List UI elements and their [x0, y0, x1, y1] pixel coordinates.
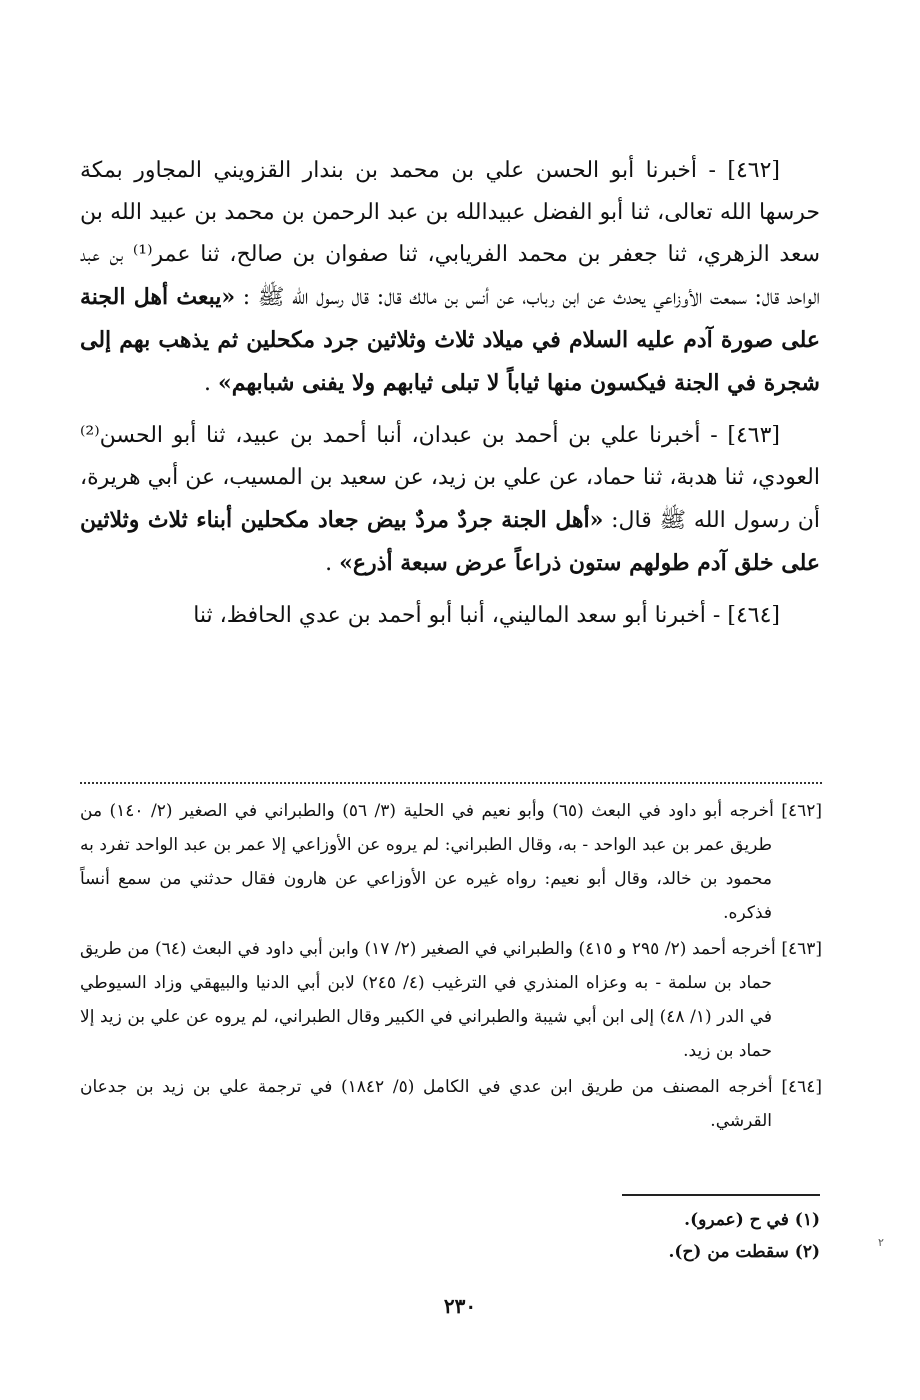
isnad-text: - أخبرنا علي بن أحمد بن عبدان، أنبا أحمد بن عبيد، ثنا أبو الحسن⁽²⁾ العودي، ثنا هدبة، ثنا حماد، عن علي بن زيد، عن سعيد بن المسيب، عن أبي هريرة، أن رسول الله ﷺ قال:: [80, 423, 821, 533]
hadith-464: [80, 595, 820, 637]
footnote-464: [80, 1070, 822, 1138]
isnad-text: - أخبرنا أبو سعد الماليني، أنبا أبو أحمد بن عدي الحافظ، ثنا: [193, 603, 721, 628]
footnote-ref: [٤٦٣]: [781, 939, 822, 959]
note-1: (١) في ح (عمرو).: [684, 1210, 820, 1230]
footnote-ref: [٤٦٤]: [781, 1077, 822, 1097]
hadith-number: [٤٦٣]: [727, 423, 780, 448]
margin-mark: ٢: [878, 1236, 884, 1249]
manuscript-notes: [480, 1204, 820, 1268]
footnote-ref: [٤٦٢]: [781, 801, 822, 821]
footnote-462: [80, 794, 822, 930]
dotted-divider: [80, 782, 822, 784]
footnote-text: أخرجه أحمد (٢/ ٢٩٥ و ٤١٥) والطبراني في الصغير (٢/ ١٧) وابن أبي داود في البعث (٦٤) من طريق حماد بن سلمة - به وعزاه المنذري في الترغيب (٤/ ٢٤٥) لابن أبي الدنيا والبيهقي وزاد السيوطي في الدر (١/ ٤٨) إلى ابن أبي شيبة والطبراني في الكبير وقال الطبراني، لم يروه عن علي بن زيد إلا حماد بن زيد.: [80, 939, 776, 1061]
hadith-matn: «يبعث أهل الجنة على صورة آدم عليه السلام في ميلاد ثلاث وثلاثين جرد مكحلين ثم يذهب بهم إلى شجرة في الجنة فيكسون منها ثياباً لا تبلى ثيابهم ولا يفنى شبابهم»: [80, 284, 820, 396]
hadith-number: [٤٦٤]: [727, 603, 780, 628]
footnote-text: أخرجه المصنف من طريق ابن عدي في الكامل (٥/ ١٨٤٢) في ترجمة علي بن زيد بن جدعان القرشي.: [80, 1077, 773, 1131]
end-mark: .: [204, 371, 211, 396]
main-text: [80, 150, 820, 647]
footnote-text: أخرجه أبو داود في البعث (٦٥) وأبو نعيم في الحلية (٣/ ٥٦) والطبراني في الصغير (٢/ ١٤٠) من طريق عمر بن عبد الواحد - به، وقال الطبراني: لم يروه عن الأوزاعي إلا عمر بن عبد الواحد تفرد به محمود بن خالد، وقال أبو نعيم: رواه غيره عن الأوزاعي عن هارون فقال حدثني من سمع أنساً فذكره.: [80, 801, 774, 923]
isnad-text: - أخبرنا أبو الحسن علي بن محمد بن بندار القزويني المجاور بمكة حرسها الله تعالى، ثنا أبو الفضل عبيدالله بن عبد الرحمن بن محمد بن عبيد الله بن سعد الزهري، ثنا جعفر بن محمد الفريابي، ثنا صفوان بن صالح، ثنا عمر⁽¹⁾ بن عبد الواحد قال: سمعت الأوزاعي يحدث عن ابن رباب، عن أنس بن مالك قال: قال رسول الله ﷺ :: [80, 158, 821, 310]
footnote-463: [80, 932, 822, 1068]
note-2: (٢) سقطت من (ح).: [668, 1242, 820, 1262]
hadith-matn: «أهل الجنة جردٌ مردٌ بيض جعاد مكحلين أبناء ثلاث وثلاثين على خلق آدم طولهم ستون ذراعاً عرض سبعة أذرع»: [80, 507, 820, 576]
solid-divider: [622, 1194, 820, 1196]
page-number: ٢٣٠: [443, 1294, 477, 1318]
hadith-462: [80, 150, 820, 405]
end-mark: .: [325, 551, 333, 576]
hadith-463: [80, 415, 820, 585]
takhrij-footnotes: [80, 794, 822, 1140]
hadith-number: [٤٦٢]: [727, 158, 780, 183]
